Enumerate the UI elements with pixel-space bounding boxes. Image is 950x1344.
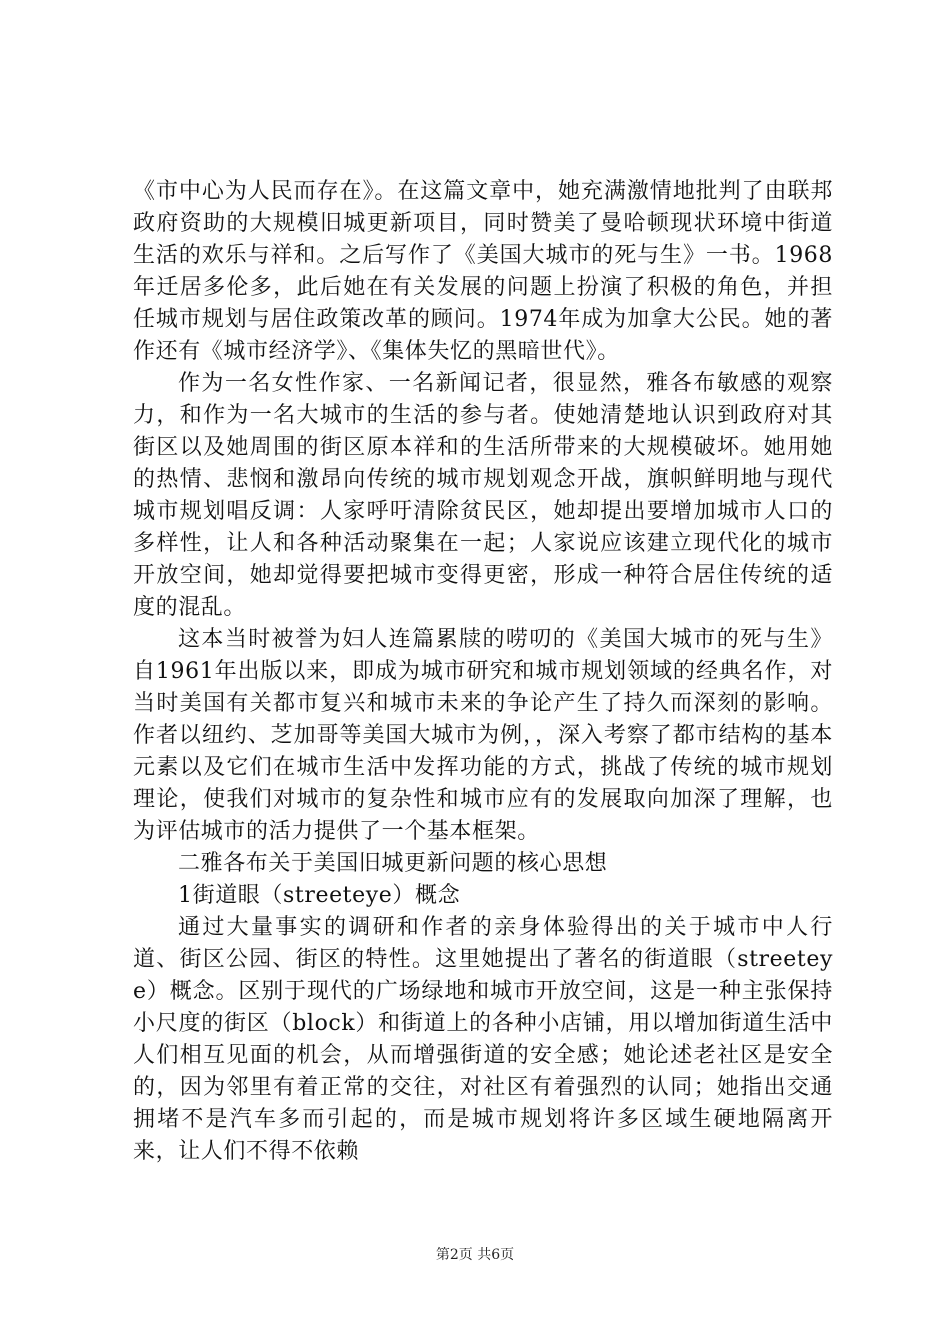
paragraph-observation: 作为一名女性作家、一名新闻记者，很显然，雅各布敏感的观察力，和作为一名大城市的生活的参与者。使她清楚地认识到政府对其街区以及她周围的街区原本祥和的生活所带来的大规模破坏。她用她的热情、悲悯和激昂向传统的城市规划观念开战，旗帜鲜明地与现代城市规划唱反调：人家呼吁清除贫民区，她却提出要增加城市人口的多样性，让人和各种活动聚集在一起；人家说应该建立现代化的城市开放空间，她却觉得要把城市变得更密，形成一种符合居住传统的适度的混乱。: [133, 371, 833, 620]
section-heading-core-ideas: 二雅各布关于美国旧城更新问题的核心思想: [178, 851, 608, 876]
paragraph-street-eye: 通过大量事实的调研和作者的亲身体验得出的关于城市中人行道、街区公园、街区的特性。这里她提出了著名的街道眼（streeteye）概念。区别于现代的广场绿地和城市开放空间，这是一种主张保持小尺度的街区（block）和街道上的各种小店铺，用以增加街道生活中人们相互见面的机会，从而增强街道的安全感；她论述老社区是安全的，因为邻里有着正常的交往，对社区有着强烈的认同；她指出交通拥堵不是汽车多而引起的，而是城市规划将许多区域生硬地隔离开来，让人们不得不依赖: [133, 915, 833, 1164]
page-number-footer: 第2页 共6页: [435, 1247, 515, 1263]
document-body: [133, 176, 833, 1168]
subsection-heading-street-eye: 1街道眼（streeteye）概念: [178, 883, 461, 908]
paragraph-book-influence: 这本当时被誉为妇人连篇累牍的唠叨的《美国大城市的死与生》自1961年出版以来，即成为城市研究和城市规划领域的经典名作，对当时美国有关都市复兴和城市未来的争论产生了持久而深刻的影响。作者以纽约、芝加哥等美国大城市为例，，深入考察了都市结构的基本元素以及它们在城市生活中发挥功能的方式，挑战了传统的城市规划理论，使我们对城市的复杂性和城市应有的发展取向加深了理解，也为评估城市的活力提供了一个基本框架。: [133, 627, 833, 844]
paragraph-jacobs-biography: 《市中心为人民而存在》。在这篇文章中，她充满激情地批判了由联邦政府资助的大规模旧城更新项目，同时赞美了曼哈顿现状环境中街道生活的欢乐与祥和。之后写作了《美国大城市的死与生》一书。1968年迁居多伦多，此后她在有关发展的问题上扮演了积极的角色，并担任城市规划与居住政策改革的顾问。1974年成为加拿大公民。她的著作还有《城市经济学》、《集体失忆的黑暗世代》。: [133, 179, 833, 364]
